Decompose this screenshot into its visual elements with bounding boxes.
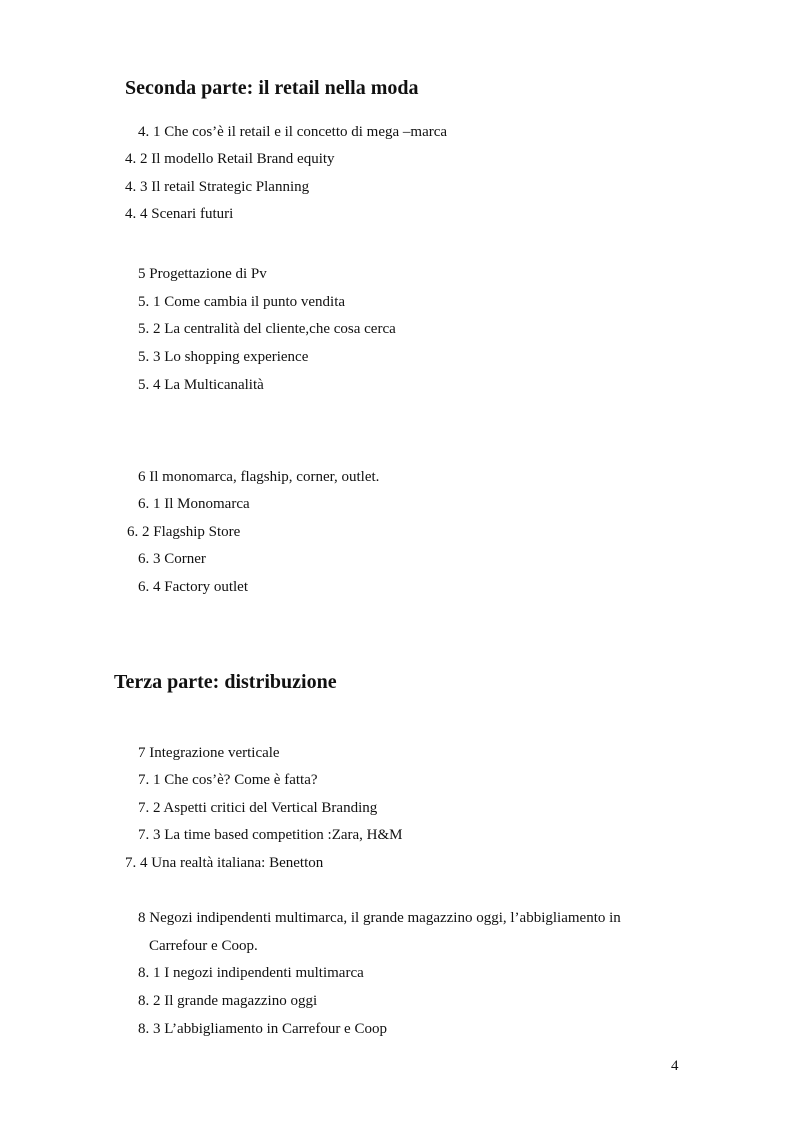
- toc-item-8: 8 Negozi indipendenti multimarca, il grande magazzino oggi, l’abbigliamento in: [138, 910, 621, 926]
- toc-item-5-3: 5. 3 Lo shopping experience: [138, 349, 309, 365]
- toc-item-4-4: 4. 4 Scenari futuri: [125, 206, 234, 222]
- toc-item-5-2: 5. 2 La centralità del cliente,che cosa cerca: [138, 321, 396, 337]
- toc-item-8-3: 8. 3 L’abbigliamento in Carrefour e Coop: [138, 1021, 387, 1037]
- page-number: 4: [671, 1058, 679, 1074]
- toc-item-4-1: 4. 1 Che cos’è il retail e il concetto di mega –marca: [138, 124, 448, 140]
- toc-item-6-1: 6. 1 Il Monomarca: [138, 496, 250, 512]
- toc-item-8-2: 8. 2 Il grande magazzino oggi: [138, 993, 318, 1009]
- toc-item-5: 5 Progettazione di Pv: [138, 266, 267, 282]
- toc-item-7-2: 7. 2 Aspetti critici del Vertical Branding: [138, 800, 378, 816]
- section-heading-terza-parte: Terza parte: distribuzione: [114, 671, 337, 693]
- toc-item-4-2: 4. 2 Il modello Retail Brand equity: [125, 151, 335, 167]
- section-heading-seconda-parte: Seconda parte: il retail nella moda: [125, 77, 419, 99]
- toc-item-7-1: 7. 1 Che cos’è? Come è fatta?: [138, 772, 318, 788]
- toc-item-7-3: 7. 3 La time based competition :Zara, H&M: [138, 827, 403, 843]
- toc-item-8-continuation: Carrefour e Coop.: [149, 938, 258, 954]
- toc-item-7: 7 Integrazione verticale: [138, 745, 280, 761]
- toc-item-5-1: 5. 1 Come cambia il punto vendita: [138, 294, 346, 310]
- toc-item-5-4: 5. 4 La Multicanalità: [138, 377, 264, 393]
- toc-item-7-4: 7. 4 Una realtà italiana: Benetton: [125, 855, 324, 871]
- toc-item-6-4: 6. 4 Factory outlet: [138, 579, 248, 595]
- toc-item-6-3: 6. 3 Corner: [138, 551, 206, 567]
- toc-item-4-3: 4. 3 Il retail Strategic Planning: [125, 179, 310, 195]
- toc-item-8-1: 8. 1 I negozi indipendenti multimarca: [138, 965, 364, 981]
- toc-item-6: 6 Il monomarca, flagship, corner, outlet.: [138, 469, 380, 485]
- toc-item-6-2: 6. 2 Flagship Store: [127, 524, 241, 540]
